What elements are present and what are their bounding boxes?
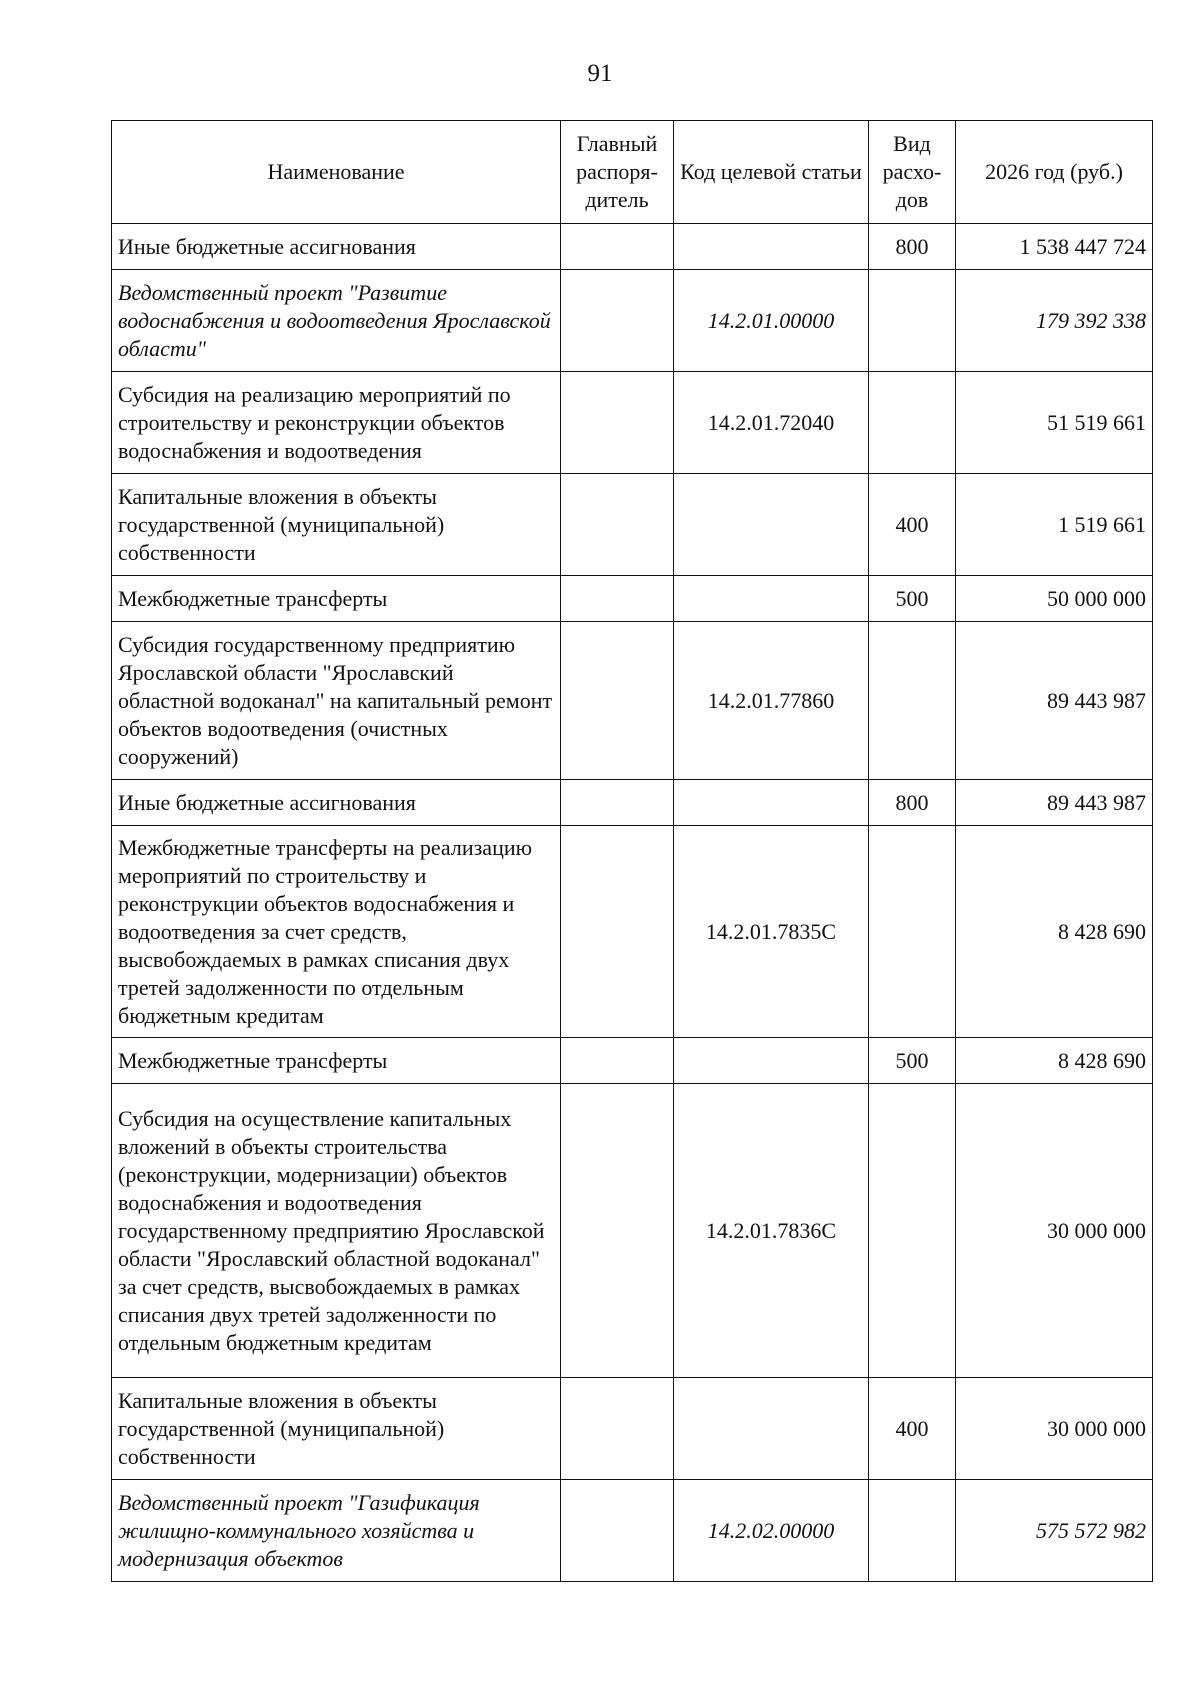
row-expense-type (869, 270, 956, 372)
row-amount: 30 000 000 (956, 1084, 1153, 1378)
header-manager: Главный распоря-дитель (561, 121, 674, 224)
row-amount: 89 443 987 (956, 780, 1153, 826)
row-manager (561, 474, 674, 576)
table-row (112, 270, 1153, 372)
row-amount: 179 392 338 (956, 270, 1153, 372)
row-code (674, 474, 869, 576)
row-code: 14.2.01.72040 (674, 372, 869, 474)
table-row (112, 372, 1153, 474)
table-row (112, 224, 1153, 270)
row-manager (561, 1038, 674, 1084)
row-manager (561, 224, 674, 270)
row-expense-type: 400 (869, 474, 956, 576)
row-name: Субсидия на осуществление капитальных вложений в объекты строительства (реконструкции, модернизации) объектов водоснабжения и водоотведения государственному предприятию Ярославской области "Ярославский областной водоканал" за счет средств, высвобождаемых в рамках списания двух третей задолженности по отдельным бюджетным кредитам (112, 1084, 561, 1378)
row-expense-type: 400 (869, 1378, 956, 1480)
table-row (112, 1084, 1153, 1378)
row-name: Субсидия на реализацию мероприятий по строительству и реконструкции объектов водоснабжения и водоотведения (112, 372, 561, 474)
row-expense-type (869, 1084, 956, 1378)
table-row (112, 780, 1153, 826)
table-row (112, 1038, 1153, 1084)
row-amount: 50 000 000 (956, 576, 1153, 622)
row-manager (561, 1378, 674, 1480)
row-name: Капитальные вложения в объекты государственной (муниципальной) собственности (112, 1378, 561, 1480)
row-expense-type: 500 (869, 576, 956, 622)
row-manager (561, 1480, 674, 1582)
row-code: 14.2.01.00000 (674, 270, 869, 372)
header-name: Наименование (112, 121, 561, 224)
page-number: 91 (587, 60, 613, 87)
row-amount: 89 443 987 (956, 622, 1153, 780)
row-name: Субсидия государственному предприятию Ярославской области "Ярославский областной водоканал" на капитальный ремонт объектов водоотведения (очистных сооружений) (112, 622, 561, 780)
row-amount: 8 428 690 (956, 826, 1153, 1038)
row-name: Иные бюджетные ассигнования (112, 780, 561, 826)
row-expense-type (869, 826, 956, 1038)
row-manager (561, 826, 674, 1038)
row-amount: 1 538 447 724 (956, 224, 1153, 270)
row-name: Капитальные вложения в объекты государственной (муниципальной) собственности (112, 474, 561, 576)
row-manager (561, 270, 674, 372)
table-row (112, 622, 1153, 780)
table-row (112, 576, 1153, 622)
row-code (674, 1038, 869, 1084)
row-expense-type: 500 (869, 1038, 956, 1084)
table-row (112, 1480, 1153, 1582)
row-amount: 51 519 661 (956, 372, 1153, 474)
row-expense-type (869, 372, 956, 474)
row-code (674, 576, 869, 622)
budget-table (111, 120, 1153, 1582)
row-name: Ведомственный проект "Развитие водоснабжения и водоотведения Ярославской области" (112, 270, 561, 372)
row-code (674, 224, 869, 270)
table-row (112, 1378, 1153, 1480)
row-name: Межбюджетные трансферты (112, 1038, 561, 1084)
table-row (112, 474, 1153, 576)
row-manager (561, 1084, 674, 1378)
row-manager (561, 622, 674, 780)
row-expense-type: 800 (869, 224, 956, 270)
row-amount: 575 572 982 (956, 1480, 1153, 1582)
row-code: 14.2.02.00000 (674, 1480, 869, 1582)
table-header-row (112, 121, 1153, 224)
row-amount: 8 428 690 (956, 1038, 1153, 1084)
table-row (112, 826, 1153, 1038)
row-expense-type (869, 622, 956, 780)
row-code: 14.2.01.7835С (674, 826, 869, 1038)
row-amount: 1 519 661 (956, 474, 1153, 576)
row-manager (561, 780, 674, 826)
row-code (674, 1378, 869, 1480)
row-name: Межбюджетные трансферты на реализацию мероприятий по строительству и реконструкции объектов водоснабжения и водоотведения за счет средств, высвобождаемых в рамках списания двух третей задолженности по отдельным бюджетным кредитам (112, 826, 561, 1038)
header-amount: 2026 год (руб.) (956, 121, 1153, 224)
row-expense-type: 800 (869, 780, 956, 826)
row-name: Иные бюджетные ассигнования (112, 224, 561, 270)
row-code (674, 780, 869, 826)
row-expense-type (869, 1480, 956, 1582)
row-code: 14.2.01.7836С (674, 1084, 869, 1378)
row-manager (561, 576, 674, 622)
header-code: Код целевой статьи (674, 121, 869, 224)
row-manager (561, 372, 674, 474)
row-name: Ведомственный проект "Газификация жилищно-коммунального хозяйства и модернизация объектов (112, 1480, 561, 1582)
header-expense-type: Вид расхо-дов (869, 121, 956, 224)
row-code: 14.2.01.77860 (674, 622, 869, 780)
row-amount: 30 000 000 (956, 1378, 1153, 1480)
row-name: Межбюджетные трансферты (112, 576, 561, 622)
